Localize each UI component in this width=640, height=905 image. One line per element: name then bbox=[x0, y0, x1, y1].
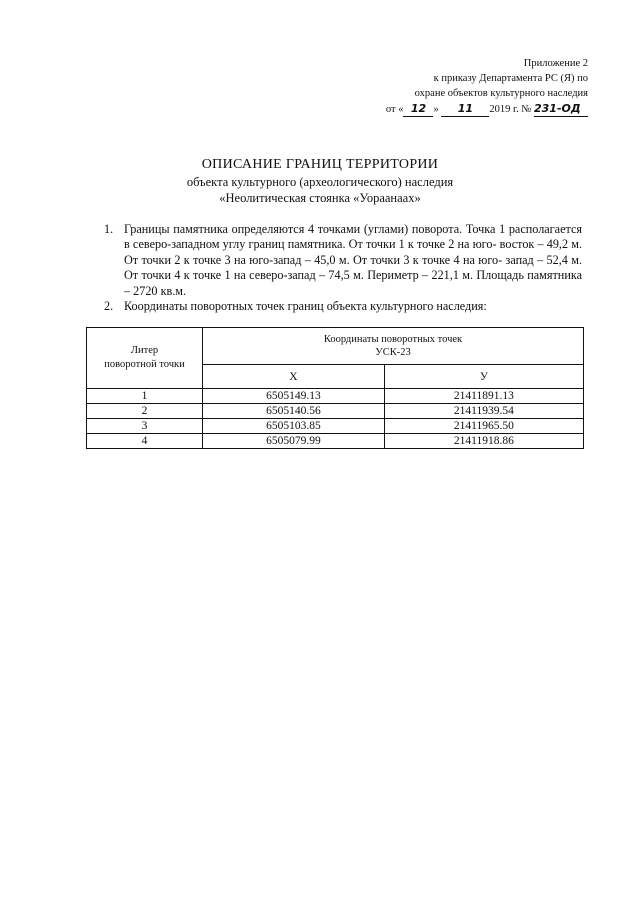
cell-x: 6505140.56 bbox=[203, 404, 385, 419]
header-x: X bbox=[203, 365, 385, 389]
cell-x: 6505149.13 bbox=[203, 389, 385, 404]
cell-point: 2 bbox=[87, 404, 203, 419]
list-item-number: 2. bbox=[104, 299, 114, 314]
header-y: У bbox=[384, 365, 583, 389]
cell-x: 6505079.99 bbox=[203, 434, 385, 449]
list-item-text: Границы памятника определяются 4 точками (углами) поворота. Точка 1 располагается в северо-западном углу границ памятника. От точки 1 к точке 2 на юго- восток – 49,2 м. От точки 2 к точке 3 на юго-запад – 45,0 м. От точки 3 к точке 4 на юго- запад – 52,4 м. От точки 4 к точке 1 на северо-запад – 74,5 м. Периметр – 221,1 м. Площадь памятника – 2720 кв.м. bbox=[124, 222, 582, 298]
coordinates-table bbox=[86, 327, 584, 449]
list-item bbox=[104, 299, 582, 314]
document-title: ОПИСАНИЕ ГРАНИЦ ТЕРРИТОРИИ bbox=[201, 157, 439, 172]
appendix-day-handwritten: 12 bbox=[403, 101, 433, 117]
appendix-date-line bbox=[358, 101, 588, 117]
cell-point: 4 bbox=[87, 434, 203, 449]
header-coordinates-group bbox=[203, 328, 584, 365]
document-subtitle-1: объекта культурного (археологического) наследия bbox=[186, 175, 454, 189]
cell-point: 1 bbox=[87, 389, 203, 404]
document-subtitle-2: «Неолитическая стоянка «Уораанаах» bbox=[219, 191, 421, 205]
cell-y: 21411965.50 bbox=[384, 419, 583, 434]
appendix-year-label: 2019 г. № bbox=[489, 104, 532, 115]
cell-y: 21411891.13 bbox=[384, 389, 583, 404]
appendix-quote-close: » bbox=[433, 104, 439, 115]
list-item bbox=[104, 222, 582, 299]
cell-y: 21411939.54 bbox=[384, 404, 583, 419]
table-row bbox=[87, 419, 584, 434]
cell-x: 6505103.85 bbox=[203, 419, 385, 434]
numbered-list bbox=[104, 222, 582, 314]
appendix-month-handwritten: 11 bbox=[441, 101, 489, 117]
header-liter bbox=[87, 328, 203, 389]
appendix-header bbox=[358, 56, 588, 117]
table-row bbox=[87, 404, 584, 419]
table-row bbox=[87, 434, 584, 449]
header-liter-line-1: Литер bbox=[130, 345, 159, 356]
header-group-line-2: УСК-23 bbox=[375, 347, 411, 359]
header-group-line-1: Координаты поворотных точек bbox=[323, 334, 463, 346]
list-item-number: 1. bbox=[104, 222, 114, 236]
appendix-line-2: к приказу Департамента РС (Я) по bbox=[433, 73, 588, 84]
appendix-order-number-handwritten: 231-ОД bbox=[534, 101, 588, 117]
document-title-block bbox=[0, 156, 640, 206]
list-item-text: Координаты поворотных точек границ объекта культурного наследия: bbox=[124, 299, 487, 314]
cell-point: 3 bbox=[87, 419, 203, 434]
table-row bbox=[87, 389, 584, 404]
appendix-from-label: от « bbox=[385, 104, 404, 115]
appendix-line-3: охране объектов культурного наследия bbox=[414, 88, 588, 99]
header-liter-line-2: поворотной точки bbox=[104, 359, 185, 370]
cell-y: 21411918.86 bbox=[384, 434, 583, 449]
appendix-line-1: Приложение 2 bbox=[523, 58, 588, 69]
